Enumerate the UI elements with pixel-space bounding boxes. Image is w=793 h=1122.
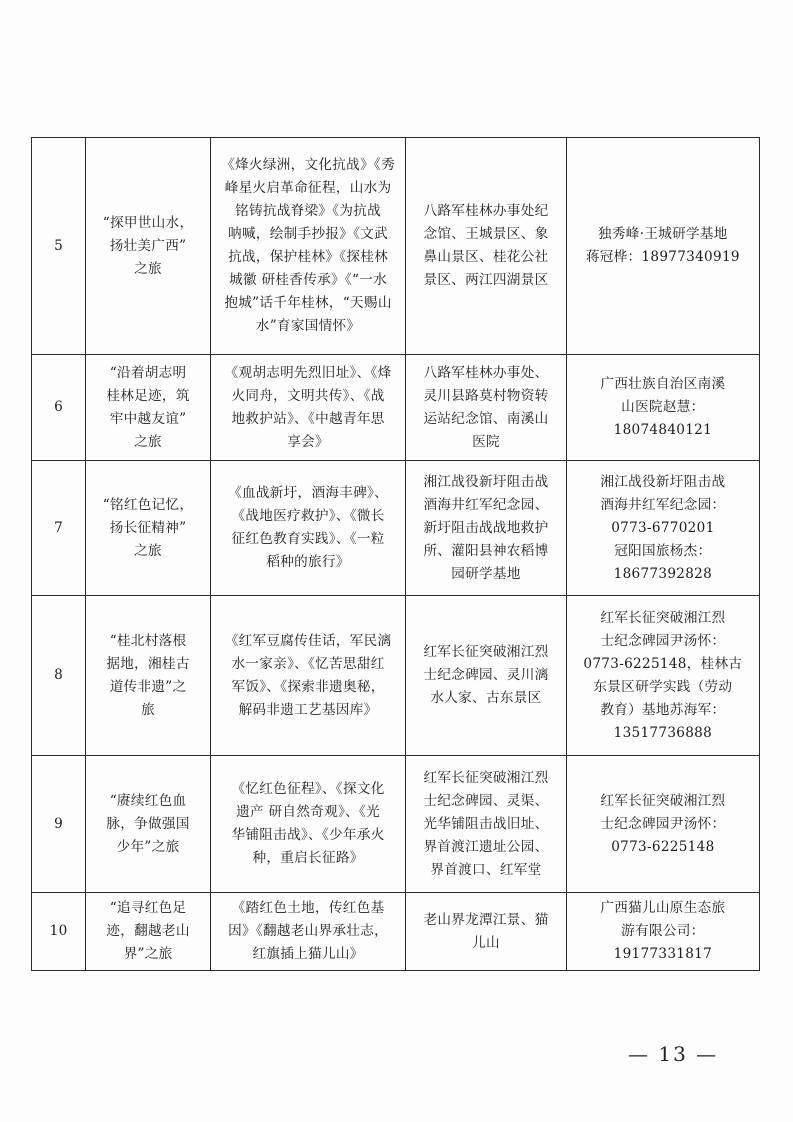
- course-line: 征红色教育实践》、《一粒: [231, 531, 385, 547]
- course-line: 地救护站》、《中越青年思: [231, 410, 385, 427]
- site-line: 酒海井红军纪念园、: [423, 496, 549, 513]
- study-route-table: [31, 137, 760, 971]
- course-line: 城徽 研桂香传承》《“一水: [229, 272, 388, 288]
- site-line: 士纪念碑园、灵渠、: [423, 792, 549, 809]
- route-name-line: 旅: [141, 701, 155, 718]
- contact-line: 湘江战役新圩阻击战: [600, 473, 726, 490]
- contact-line: 士纪念碑园尹汤怀：: [600, 815, 726, 832]
- route-name-line: 道传非遗”之: [109, 678, 187, 695]
- course-cell: [210, 596, 405, 756]
- course-line: 稻种的旅行》: [266, 554, 350, 570]
- course-line: 享会》: [287, 433, 329, 450]
- route-name-line: 桂林足迹，筑: [106, 387, 190, 404]
- route-name-line: 据地，湘桂古: [106, 655, 190, 672]
- table-row: [32, 756, 760, 893]
- course-line: 《踏红色土地，传红色基: [231, 900, 385, 916]
- site-line: 湘江战役新圩阻击战: [423, 473, 549, 490]
- course-cell: [210, 355, 405, 461]
- site-line: 士纪念碑园、灵川漓: [423, 667, 549, 683]
- route-name-cell: [86, 756, 211, 893]
- route-name-line: 迹，翻越老山: [106, 923, 190, 939]
- route-name-line: “桂北村落根: [109, 632, 187, 649]
- route-name-cell: [86, 138, 211, 355]
- site-line: 界首渡口、红军堂: [430, 861, 542, 878]
- route-name-line: 扬长征精神”: [109, 519, 187, 536]
- contact-line: 山医院赵慧：: [621, 399, 705, 415]
- site-line: 红军长征突破湘江烈: [423, 644, 549, 660]
- site-line: 水人家、古东景区: [430, 690, 542, 706]
- contact-line: 0773-6225148，桂林古: [583, 655, 743, 672]
- route-name-cell: [86, 596, 211, 756]
- site-line: 老山界龙潭江景、猫: [423, 911, 549, 928]
- site-cell: [406, 596, 567, 756]
- course-line: 《观胡志明先烈旧址》、《烽: [224, 364, 392, 381]
- site-line: 所、灌阳县神农稻博: [423, 542, 549, 559]
- course-cell: [210, 756, 405, 893]
- contact-cell: [566, 461, 759, 596]
- row-number-cell: 9: [32, 756, 86, 893]
- course-line: 华铺阻击战》、《少年承火: [231, 827, 385, 843]
- table-row: [32, 893, 760, 971]
- site-line: 念馆、王城景区、象: [423, 226, 549, 242]
- route-name-line: 之旅: [134, 542, 162, 559]
- site-line: 八路军桂林办事处纪: [423, 203, 549, 219]
- course-line: 因》《翻越老山界承壮志，: [228, 923, 389, 939]
- contact-line: 蒋冠桦：18977340919: [585, 249, 740, 265]
- route-name-line: “探甲世山水，: [102, 214, 194, 231]
- site-line: 八路军桂林办事处、: [423, 364, 549, 381]
- course-line: 《忆红色征程》、《探文化: [231, 781, 385, 797]
- route-name-line: 扬壮美广西”: [109, 237, 187, 254]
- contact-line: 18677392828: [613, 565, 713, 582]
- course-line: 呐喊，绘制手抄报》《文武: [228, 226, 389, 242]
- route-name-line: 少年”之旅: [116, 838, 180, 855]
- site-line: 灵川县路莫村物资转: [423, 387, 549, 404]
- course-cell: [210, 138, 405, 355]
- contact-cell: [566, 756, 759, 893]
- route-name-line: “铭红色记忆，: [102, 496, 194, 513]
- site-line: 儿山: [472, 934, 500, 951]
- course-line: 遗产 研自然奇观》、《光: [236, 804, 380, 820]
- course-line: 《红军豆腐传佳话，军民漓: [224, 632, 392, 649]
- contact-line: 19177331817: [613, 946, 713, 962]
- route-name-line: “沿着胡志明: [109, 364, 187, 381]
- course-cell: [210, 893, 405, 971]
- site-line: 界首渡江遗址公园、: [423, 838, 549, 855]
- route-name-cell: [86, 461, 211, 596]
- route-name-line: 之旅: [134, 260, 162, 277]
- table-row: [32, 138, 760, 355]
- site-cell: [406, 138, 567, 355]
- course-line: 峰星火启革命征程，山水为: [224, 180, 392, 196]
- row-number-cell: 7: [32, 461, 86, 596]
- course-line: 解码非遗工艺基因库》: [238, 701, 378, 718]
- course-line: 《血战新圩，酒海丰碑》、: [228, 485, 389, 501]
- contact-line: 18074840121: [613, 422, 713, 438]
- contact-line: 0773-6225148: [611, 838, 715, 855]
- contact-line: 13517736888: [613, 724, 713, 741]
- contact-cell: [566, 138, 759, 355]
- course-line: 抱城”话千年桂林，“天赐山: [224, 295, 392, 311]
- contact-line: 士纪念碑园尹汤怀：: [600, 632, 726, 649]
- course-cell: [210, 461, 405, 596]
- site-cell: [406, 461, 567, 596]
- table-body: [32, 138, 760, 971]
- course-line: 《烽火绿洲，文化抗战》《秀: [221, 157, 395, 173]
- course-line: 抗战，保护桂林》《探桂林: [228, 249, 389, 265]
- contact-line: 0773-6770201: [611, 519, 715, 536]
- course-line: 军饭》、《探索非遗奥秘，: [231, 678, 385, 695]
- route-name-cell: [86, 355, 211, 461]
- table-row: [32, 461, 760, 596]
- contact-cell: [566, 893, 759, 971]
- site-cell: [406, 893, 567, 971]
- table-row: [32, 596, 760, 756]
- route-name-line: “追寻红色足: [109, 900, 187, 916]
- contact-line: 广西猫儿山原生态旅: [600, 900, 726, 916]
- row-number-cell: 10: [32, 893, 86, 971]
- contact-line: 广西壮族自治区南溪: [600, 376, 726, 392]
- course-line: 铭铸抗战脊梁》《为抗战: [235, 203, 382, 219]
- site-line: 光华铺阻击战旧址、: [423, 815, 549, 832]
- row-number-cell: 5: [32, 138, 86, 355]
- course-line: 水一家亲》、《忆苦思甜红: [231, 655, 385, 672]
- course-line: 火同舟，文明共传》、《战: [231, 387, 385, 404]
- contact-line: 红军长征突破湘江烈: [600, 609, 726, 626]
- row-number-cell: 8: [32, 596, 86, 756]
- contact-cell: [566, 596, 759, 756]
- course-line: 红旗插上猫儿山》: [252, 946, 364, 962]
- contact-line: 教育）基地苏海军：: [600, 701, 726, 718]
- route-name-line: 脉，争做强国: [106, 815, 190, 832]
- site-line: 红军长征突破湘江烈: [423, 769, 549, 786]
- route-name-cell: [86, 893, 211, 971]
- site-line: 医院: [472, 433, 500, 450]
- route-name-line: “赓续红色血: [109, 792, 187, 809]
- contact-line: 东景区研学实践（劳动: [593, 678, 733, 695]
- contact-line: 酒海井红军纪念园：: [600, 496, 726, 513]
- route-name-line: 界”之旅: [123, 946, 173, 962]
- page-number: — 13 —: [628, 1042, 719, 1066]
- contact-line: 独秀峰·王城研学基地: [598, 226, 728, 242]
- course-line: 种，重启长征路》: [252, 850, 364, 866]
- route-name-line: 牢中越友谊”: [109, 410, 187, 427]
- course-line: 水”育家国情怀》: [255, 318, 361, 334]
- course-line: 《战地医疗救护》、《微长: [231, 508, 385, 524]
- site-line: 园研学基地: [451, 565, 521, 582]
- table-row: [32, 355, 760, 461]
- site-cell: [406, 756, 567, 893]
- site-line: 鼻山景区、桂花公社: [423, 249, 549, 265]
- contact-line: 游有限公司：: [621, 923, 705, 939]
- contact-line: 红军长征突破湘江烈: [600, 792, 726, 809]
- site-cell: [406, 355, 567, 461]
- contact-line: 冠阳国旅杨杰：: [614, 542, 712, 559]
- site-line: 新圩阻击战战地救护: [423, 519, 549, 536]
- route-name-line: 之旅: [134, 433, 162, 450]
- site-line: 景区、两江四湖景区: [423, 272, 549, 288]
- site-line: 运站纪念馆、南溪山: [423, 410, 549, 427]
- contact-cell: [566, 355, 759, 461]
- row-number-cell: 6: [32, 355, 86, 461]
